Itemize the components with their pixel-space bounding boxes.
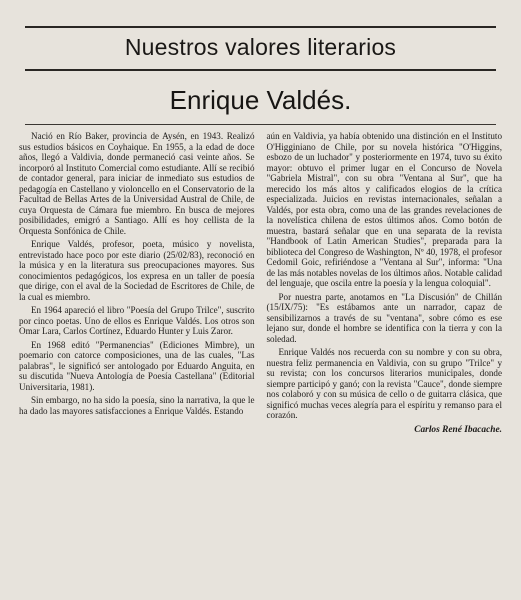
paragraph: En 1964 apareció el libro "Poesía del Grupo Trilce", suscrito por cinco poetas. Uno de ellos es Enrique Valdés. Los otros son Omar Lara, Carlos Cortínez, Eduardo Hunter y Luis Zaror. — [19, 305, 255, 336]
section-title: Nuestros valores literarios — [124, 34, 397, 60]
paragraph: Por nuestra parte, anotamos en "La Discusión" de Chillán (15/IX/75): "Es estábamos ante un narrador, capaz de sensibilizarnos a través de su "ventana", sobre cómo es ese lejano sur, donde el hombre se identifica con la tierra y con la soledad. — [266, 291, 502, 344]
paragraph: aún en Valdivia, ya había obtenido una distinción en el Instituto O'Higginiano de Chile, por su novela histórica "O'Higgins, esbozo de un luchador" y posteriormente en 1974, tuvo su éxito mayor: obtuvo el primer lugar en el Concurso de Novela "Gabriela Mistral", con su obra "Ventana al Sur", que ha merecido los más altos y calificados elogios de la crítica especializada. Juicios en revistas internacionales, señalan a Valdés, por esta obra, como una de las grandes revelaciones de la novelística chilena de estos últimos años. Como botón de muestra, bastará señalar que en una separata de la revista "Handbook of Latin American Studies", preparada para la biblioteca del Congreso de Washington, Nº 40, 1978, el profesor Cedomil Goic, refiriéndose a "Ventana al Sur", informa: "Una de las más notables novelas de los últimos años. Notable calidad del lenguaje, que oscila entre la poesía y la lengua coloquial". — [266, 131, 502, 288]
left-column — [19, 131, 255, 435]
paragraph: Sin embargo, no ha sido la poesía, sino la narrativa, la que le ha dado las mayores satisfacciones a Enrique Valdés. Estando — [19, 395, 255, 416]
article-headline: Enrique Valdés. — [169, 85, 352, 115]
paragraph: Nació en Río Baker, provincia de Aysén, en 1943. Realizó sus estudios básicos en Coyhaique. En 1955, a la edad de doce años, llegó a Valdivia, donde permaneció casi veinte años. Se incorporó al Instituto Comercial como estudiante. Allí se recibió de contador general, para iniciar de inmediato sus estudios de pedagogía en Castellano y violoncello en el Conservatorio de la Facultad de Bellas Artes de la Universidad Austral de Chile, de cuya Orquesta de Cámara fue miembro. En busca de mejores posibilidades, emigró a Santiago. Allí es hoy cellista de la Orquesta Sonfónica de Chile. — [19, 131, 255, 236]
headline-divider — [25, 124, 496, 125]
section-title-box — [25, 26, 496, 71]
article-body — [19, 131, 502, 435]
paragraph: En 1968 editó "Permanencias" (Ediciones Mimbre), un poemario con catorce composiciones, una de las cuales, "Las palabras", le significó ser antologado por Eduardo Anguita, en su discutida "Nueva Antología de Poesía Castellana" (Editorial Universitaria, 1981). — [19, 339, 255, 392]
paragraph: Enrique Valdés, profesor, poeta, músico y novelista, entrevistado hace poco por este diario (25/02/83), reconoció en la música y en la literatura sus preocupaciones mayores. Sus conocimientos pedagógicos, los expresa en un taller de poesía que dirige, con el aval de la Sociedad de Escritores de Chile, de la cual es miembro. — [19, 239, 255, 302]
paragraph: Enrique Valdés nos recuerda con su nombre y con su obra, nuestra feliz permanencia en Valdivia, con su grupo "Trilce" y su revista; con los concursos literarios municipales, donde siempre participó y ganó; con la revista "Cauce", donde siempre nos colaboró y con su música de cello o de guitarra clásica, que significó muchas veces alegría para el espíritu y remanso para el corazón. — [266, 347, 502, 420]
right-column — [267, 131, 503, 435]
author-signature: Carlos René Ibacache. — [414, 424, 502, 435]
